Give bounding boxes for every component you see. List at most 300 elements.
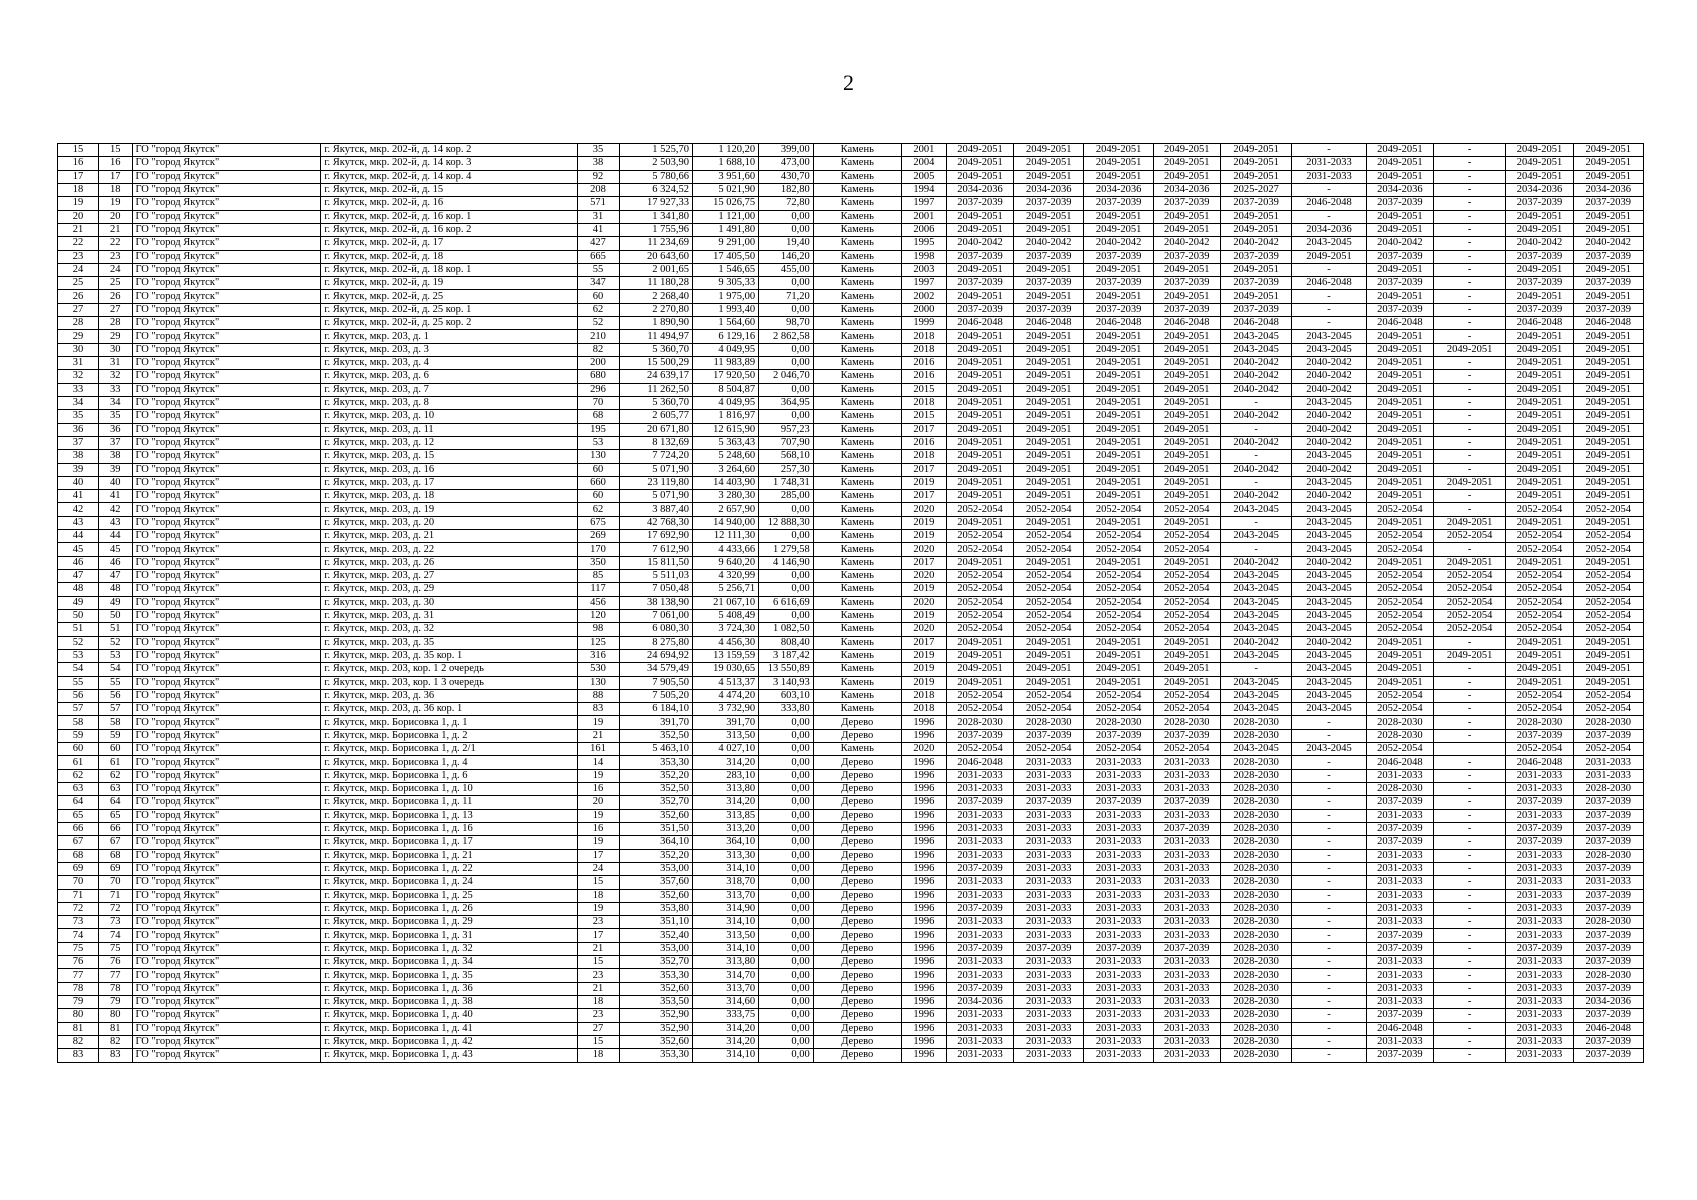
cell-period-8: -: [1433, 822, 1505, 835]
cell-address: г. Якутск, мкр. Борисовка 1, д. 4: [321, 756, 577, 769]
cell-period-6: 2040-2042: [1292, 490, 1367, 503]
cell-period-6: -: [1292, 183, 1367, 196]
cell-residents: 120: [577, 609, 619, 622]
cell-period-9: 2031-2033: [1506, 902, 1573, 915]
cell-period-1: 2052-2054: [946, 623, 1013, 636]
cell-wall-material: Камень: [813, 596, 901, 609]
cell-period-6: 2040-2042: [1292, 556, 1367, 569]
cell-wall-material: Дерево: [813, 902, 901, 915]
cell-row-number: 44: [58, 530, 99, 543]
cell-address: г. Якутск, мкр. 203, кор. 1 2 очередь: [321, 663, 577, 676]
cell-period-10: 2052-2054: [1573, 530, 1643, 543]
cell-row-number: 21: [58, 223, 99, 236]
table-row: [58, 1022, 1644, 1035]
cell-living-area: 4 027,10: [692, 743, 758, 756]
cell-row-number: 71: [58, 889, 99, 902]
cell-period-7: 2049-2051: [1366, 516, 1433, 529]
cell-wall-material: Камень: [813, 636, 901, 649]
cell-period-2: 2031-2033: [1014, 1035, 1084, 1048]
cell-period-10: 2028-2030: [1573, 969, 1643, 982]
cell-period-5: 2028-2030: [1220, 783, 1291, 796]
cell-period-2: 2031-2033: [1014, 929, 1084, 942]
cell-nonresidential-area: 0,00: [759, 929, 814, 942]
cell-period-5: 2046-2048: [1220, 317, 1291, 330]
cell-period-3: 2031-2033: [1084, 916, 1153, 929]
cell-period-2: 2049-2051: [1014, 396, 1084, 409]
cell-year-built: 2020: [901, 743, 946, 756]
cell-nonresidential-area: 0,00: [759, 743, 814, 756]
cell-period-9: 2031-2033: [1506, 996, 1573, 1009]
cell-period-8: -: [1433, 370, 1505, 383]
cell-residents: 296: [577, 383, 619, 396]
cell-period-8: [1433, 743, 1505, 756]
cell-year-built: 2000: [901, 303, 946, 316]
cell-living-area: 9 640,20: [692, 556, 758, 569]
cell-year-built: 1996: [901, 996, 946, 1009]
cell-period-1: 2049-2051: [946, 170, 1013, 183]
cell-total-area: 42 768,30: [619, 516, 692, 529]
cell-period-1: 2052-2054: [946, 583, 1013, 596]
cell-municipality: ГО "город Якутск": [132, 250, 321, 263]
cell-total-area: 2 270,80: [619, 303, 692, 316]
cell-residents: 571: [577, 197, 619, 210]
cell-period-8: -: [1433, 277, 1505, 290]
cell-record-number: 45: [98, 543, 132, 556]
cell-wall-material: Камень: [813, 317, 901, 330]
cell-period-3: 2049-2051: [1084, 370, 1153, 383]
cell-period-8: -: [1433, 862, 1505, 875]
cell-period-5: -: [1220, 663, 1291, 676]
cell-row-number: 45: [58, 543, 99, 556]
cell-residents: 20: [577, 796, 619, 809]
cell-period-7: 2037-2039: [1366, 277, 1433, 290]
cell-municipality: ГО "город Якутск": [132, 703, 321, 716]
cell-year-built: 2016: [901, 357, 946, 370]
cell-period-10: 2049-2051: [1573, 343, 1643, 356]
cell-period-8: -: [1433, 849, 1505, 862]
cell-period-3: 2031-2033: [1084, 876, 1153, 889]
cell-municipality: ГО "город Якутск": [132, 1049, 321, 1062]
cell-living-area: 313,70: [692, 982, 758, 995]
cell-period-8: -: [1433, 809, 1505, 822]
cell-period-10: 2049-2051: [1573, 423, 1643, 436]
cell-period-5: 2028-2030: [1220, 1035, 1291, 1048]
cell-residents: 23: [577, 969, 619, 982]
cell-living-area: 11 983,89: [692, 357, 758, 370]
table-row: [58, 916, 1644, 929]
cell-period-8: -: [1433, 423, 1505, 436]
cell-period-3: 2052-2054: [1084, 530, 1153, 543]
cell-period-3: 2049-2051: [1084, 396, 1153, 409]
cell-living-area: 333,75: [692, 1009, 758, 1022]
cell-period-8: -: [1433, 410, 1505, 423]
cell-year-built: 2004: [901, 157, 946, 170]
cell-year-built: 1996: [901, 1009, 946, 1022]
cell-residents: 60: [577, 463, 619, 476]
table-row: [58, 490, 1644, 503]
cell-period-2: 2052-2054: [1014, 530, 1084, 543]
cell-period-7: 2028-2030: [1366, 729, 1433, 742]
cell-period-3: 2028-2030: [1084, 716, 1153, 729]
cell-period-5: 2037-2039: [1220, 250, 1291, 263]
cell-address: г. Якутск, мкр. 202-й, д. 18 кор. 1: [321, 263, 577, 276]
cell-period-2: 2031-2033: [1014, 783, 1084, 796]
cell-period-7: 2031-2033: [1366, 849, 1433, 862]
cell-municipality: ГО "город Якутск": [132, 956, 321, 969]
cell-record-number: 23: [98, 250, 132, 263]
cell-period-9: 2031-2033: [1506, 783, 1573, 796]
cell-period-8: -: [1433, 396, 1505, 409]
cell-record-number: 68: [98, 849, 132, 862]
cell-period-7: 2046-2048: [1366, 756, 1433, 769]
cell-record-number: 44: [98, 530, 132, 543]
cell-period-7: 2049-2051: [1366, 343, 1433, 356]
cell-period-5: 2028-2030: [1220, 716, 1291, 729]
cell-period-4: 2031-2033: [1153, 836, 1220, 849]
cell-period-7: 2037-2039: [1366, 836, 1433, 849]
cell-period-8: -: [1433, 223, 1505, 236]
cell-period-2: 2049-2051: [1014, 343, 1084, 356]
cell-living-area: 9 305,33: [692, 277, 758, 290]
cell-address: г. Якутск, мкр. 202-й, д. 18: [321, 250, 577, 263]
cell-period-9: 2049-2051: [1506, 663, 1573, 676]
cell-period-5: 2028-2030: [1220, 1049, 1291, 1062]
cell-period-10: 2037-2039: [1573, 902, 1643, 915]
cell-period-9: 2049-2051: [1506, 423, 1573, 436]
cell-period-10: 2052-2054: [1573, 543, 1643, 556]
cell-address: г. Якутск, мкр. 203, д. 20: [321, 516, 577, 529]
cell-period-5: 2028-2030: [1220, 729, 1291, 742]
cell-municipality: ГО "город Якутск": [132, 357, 321, 370]
cell-row-number: 65: [58, 809, 99, 822]
cell-nonresidential-area: 808,40: [759, 636, 814, 649]
cell-residents: 18: [577, 1049, 619, 1062]
cell-period-8: -: [1433, 144, 1505, 157]
cell-total-area: 353,00: [619, 942, 692, 955]
cell-period-8: -: [1433, 450, 1505, 463]
cell-period-1: 2031-2033: [946, 849, 1013, 862]
cell-period-2: 2031-2033: [1014, 876, 1084, 889]
cell-municipality: ГО "город Якутск": [132, 263, 321, 276]
cell-wall-material: Дерево: [813, 916, 901, 929]
cell-address: г. Якутск, мкр. Борисовка 1, д. 41: [321, 1022, 577, 1035]
cell-period-3: 2034-2036: [1084, 183, 1153, 196]
cell-period-9: 2037-2039: [1506, 197, 1573, 210]
cell-period-10: 2052-2054: [1573, 583, 1643, 596]
cell-living-area: 3 264,60: [692, 463, 758, 476]
cell-residents: 456: [577, 596, 619, 609]
cell-period-3: 2049-2051: [1084, 223, 1153, 236]
cell-period-4: 2031-2033: [1153, 902, 1220, 915]
cell-year-built: 2019: [901, 476, 946, 489]
cell-period-2: 2052-2054: [1014, 570, 1084, 583]
cell-living-area: 13 159,59: [692, 649, 758, 662]
cell-period-6: -: [1292, 929, 1367, 942]
cell-period-3: 2049-2051: [1084, 210, 1153, 223]
cell-period-10: 2028-2030: [1573, 849, 1643, 862]
cell-period-1: 2031-2033: [946, 1049, 1013, 1062]
cell-period-5: 2037-2039: [1220, 303, 1291, 316]
cell-municipality: ГО "город Якутск": [132, 996, 321, 1009]
cell-period-2: 2031-2033: [1014, 822, 1084, 835]
cell-period-3: 2031-2033: [1084, 889, 1153, 902]
cell-row-number: 78: [58, 982, 99, 995]
cell-period-4: 2052-2054: [1153, 703, 1220, 716]
cell-period-7: 2049-2051: [1366, 330, 1433, 343]
cell-period-4: 2052-2054: [1153, 543, 1220, 556]
cell-period-9: 2037-2039: [1506, 729, 1573, 742]
cell-year-built: 2018: [901, 396, 946, 409]
cell-period-1: 2031-2033: [946, 783, 1013, 796]
cell-period-6: 2043-2045: [1292, 743, 1367, 756]
cell-municipality: ГО "город Якутск": [132, 290, 321, 303]
cell-period-9: 2049-2051: [1506, 290, 1573, 303]
cell-total-area: 352,60: [619, 809, 692, 822]
cell-municipality: ГО "город Якутск": [132, 463, 321, 476]
cell-period-3: 2031-2033: [1084, 836, 1153, 849]
cell-residents: 27: [577, 1022, 619, 1035]
cell-total-area: 352,50: [619, 729, 692, 742]
cell-period-1: 2031-2033: [946, 889, 1013, 902]
cell-period-1: 2031-2033: [946, 1022, 1013, 1035]
cell-period-9: 2031-2033: [1506, 769, 1573, 782]
cell-period-8: -: [1433, 210, 1505, 223]
cell-nonresidential-area: 0,00: [759, 889, 814, 902]
cell-period-10: 2049-2051: [1573, 210, 1643, 223]
cell-residents: 62: [577, 503, 619, 516]
cell-period-6: 2031-2033: [1292, 170, 1367, 183]
cell-period-7: 2049-2051: [1366, 490, 1433, 503]
table-row: [58, 583, 1644, 596]
cell-period-10: 2037-2039: [1573, 836, 1643, 849]
cell-period-9: 2037-2039: [1506, 942, 1573, 955]
cell-row-number: 50: [58, 609, 99, 622]
cell-period-9: 2046-2048: [1506, 317, 1573, 330]
cell-period-4: 2049-2051: [1153, 383, 1220, 396]
cell-period-7: 2037-2039: [1366, 796, 1433, 809]
cell-residents: 83: [577, 703, 619, 716]
cell-period-1: 2049-2051: [946, 556, 1013, 569]
cell-period-4: 2049-2051: [1153, 396, 1220, 409]
cell-total-area: 7 612,90: [619, 543, 692, 556]
table-row: [58, 902, 1644, 915]
cell-period-5: 2049-2051: [1220, 170, 1291, 183]
cell-period-9: 2049-2051: [1506, 649, 1573, 662]
cell-year-built: 2017: [901, 463, 946, 476]
cell-period-1: 2037-2039: [946, 982, 1013, 995]
cell-year-built: 2015: [901, 410, 946, 423]
cell-period-10: 2049-2051: [1573, 170, 1643, 183]
cell-year-built: 2006: [901, 223, 946, 236]
cell-living-area: 314,10: [692, 916, 758, 929]
cell-period-4: 2031-2033: [1153, 1022, 1220, 1035]
cell-residents: 98: [577, 623, 619, 636]
cell-wall-material: Камень: [813, 476, 901, 489]
cell-living-area: 313,85: [692, 809, 758, 822]
cell-municipality: ГО "город Якутск": [132, 729, 321, 742]
cell-address: г. Якутск, мкр. 203, д. 36: [321, 689, 577, 702]
cell-period-2: 2031-2033: [1014, 956, 1084, 969]
cell-period-2: 2031-2033: [1014, 1022, 1084, 1035]
cell-living-area: 5 021,90: [692, 183, 758, 196]
cell-period-10: 2049-2051: [1573, 357, 1643, 370]
cell-address: г. Якутск, мкр. 202-й, д. 25 кор. 2: [321, 317, 577, 330]
cell-wall-material: Дерево: [813, 969, 901, 982]
cell-address: г. Якутск, мкр. 202-й, д. 16: [321, 197, 577, 210]
cell-period-3: 2031-2033: [1084, 1035, 1153, 1048]
cell-period-1: 2037-2039: [946, 277, 1013, 290]
cell-address: г. Якутск, мкр. 202-й, д. 15: [321, 183, 577, 196]
cell-period-3: 2049-2051: [1084, 170, 1153, 183]
cell-municipality: ГО "город Якутск": [132, 849, 321, 862]
cell-wall-material: Камень: [813, 649, 901, 662]
cell-period-10: 2028-2030: [1573, 916, 1643, 929]
cell-row-number: 33: [58, 383, 99, 396]
cell-period-4: 2049-2051: [1153, 450, 1220, 463]
cell-nonresidential-area: 0,00: [759, 836, 814, 849]
cell-residents: 52: [577, 317, 619, 330]
cell-row-number: 48: [58, 583, 99, 596]
cell-period-3: 2049-2051: [1084, 476, 1153, 489]
cell-period-4: 2049-2051: [1153, 476, 1220, 489]
cell-period-7: 2049-2051: [1366, 450, 1433, 463]
cell-period-1: 2049-2051: [946, 663, 1013, 676]
cell-living-area: 5 248,60: [692, 450, 758, 463]
cell-living-area: 313,20: [692, 822, 758, 835]
cell-period-9: 2031-2033: [1506, 876, 1573, 889]
cell-record-number: 81: [98, 1022, 132, 1035]
cell-period-3: 2052-2054: [1084, 703, 1153, 716]
cell-residents: 170: [577, 543, 619, 556]
cell-year-built: 1996: [901, 822, 946, 835]
cell-nonresidential-area: 257,30: [759, 463, 814, 476]
cell-period-1: 2049-2051: [946, 330, 1013, 343]
cell-total-area: 15 500,29: [619, 357, 692, 370]
cell-period-8: 2049-2051: [1433, 476, 1505, 489]
cell-nonresidential-area: 0,00: [759, 303, 814, 316]
cell-residents: 125: [577, 636, 619, 649]
cell-period-7: 2037-2039: [1366, 1049, 1433, 1062]
cell-record-number: 25: [98, 277, 132, 290]
cell-period-1: 2049-2051: [946, 396, 1013, 409]
cell-period-3: 2049-2051: [1084, 663, 1153, 676]
cell-nonresidential-area: 146,20: [759, 250, 814, 263]
cell-row-number: 62: [58, 769, 99, 782]
cell-period-9: 2049-2051: [1506, 396, 1573, 409]
cell-period-2: 2049-2051: [1014, 463, 1084, 476]
cell-period-4: 2031-2033: [1153, 982, 1220, 995]
cell-total-area: 38 138,90: [619, 596, 692, 609]
cell-period-8: -: [1433, 729, 1505, 742]
cell-period-7: 2052-2054: [1366, 543, 1433, 556]
cell-row-number: 19: [58, 197, 99, 210]
cell-living-area: 1 688,10: [692, 157, 758, 170]
cell-period-3: 2052-2054: [1084, 623, 1153, 636]
cell-period-3: 2049-2051: [1084, 556, 1153, 569]
cell-period-4: 2031-2033: [1153, 862, 1220, 875]
cell-year-built: 2016: [901, 436, 946, 449]
cell-period-2: 2031-2033: [1014, 756, 1084, 769]
cell-residents: 660: [577, 476, 619, 489]
cell-period-10: 2049-2051: [1573, 263, 1643, 276]
cell-record-number: 73: [98, 916, 132, 929]
cell-period-2: 2052-2054: [1014, 503, 1084, 516]
cell-period-1: 2052-2054: [946, 703, 1013, 716]
cell-period-5: 2043-2045: [1220, 689, 1291, 702]
cell-period-10: 2037-2039: [1573, 277, 1643, 290]
cell-nonresidential-area: 285,00: [759, 490, 814, 503]
cell-period-8: -: [1433, 889, 1505, 902]
cell-address: г. Якутск, мкр. 203, д. 35 кор. 1: [321, 649, 577, 662]
cell-year-built: 2020: [901, 503, 946, 516]
cell-period-4: 2052-2054: [1153, 609, 1220, 622]
cell-residents: 16: [577, 822, 619, 835]
cell-period-6: 2043-2045: [1292, 503, 1367, 516]
cell-period-8: -: [1433, 636, 1505, 649]
cell-period-5: 2043-2045: [1220, 583, 1291, 596]
cell-record-number: 72: [98, 902, 132, 915]
cell-residents: 530: [577, 663, 619, 676]
cell-address: г. Якутск, мкр. Борисовка 1, д. 32: [321, 942, 577, 955]
cell-residents: 675: [577, 516, 619, 529]
cell-period-4: 2049-2051: [1153, 410, 1220, 423]
cell-total-area: 8 275,80: [619, 636, 692, 649]
table-row: [58, 530, 1644, 543]
cell-period-2: 2052-2054: [1014, 543, 1084, 556]
cell-living-area: 4 456,30: [692, 636, 758, 649]
cell-period-8: -: [1433, 263, 1505, 276]
cell-living-area: 3 280,30: [692, 490, 758, 503]
cell-nonresidential-area: 0,00: [759, 849, 814, 862]
cell-period-10: 2037-2039: [1573, 822, 1643, 835]
cell-municipality: ГО "город Якутск": [132, 902, 321, 915]
cell-period-9: 2031-2033: [1506, 862, 1573, 875]
cell-period-10: 2049-2051: [1573, 383, 1643, 396]
cell-period-5: 2028-2030: [1220, 876, 1291, 889]
cell-period-6: -: [1292, 902, 1367, 915]
cell-residents: 200: [577, 357, 619, 370]
cell-address: г. Якутск, мкр. 202-й, д. 19: [321, 277, 577, 290]
cell-living-area: 1 975,00: [692, 290, 758, 303]
cell-wall-material: Дерево: [813, 889, 901, 902]
cell-period-4: 2031-2033: [1153, 1009, 1220, 1022]
cell-record-number: 26: [98, 290, 132, 303]
cell-row-number: 15: [58, 144, 99, 157]
table-row: [58, 543, 1644, 556]
cell-address: г. Якутск, мкр. 203, кор. 1 3 очередь: [321, 676, 577, 689]
cell-wall-material: Дерево: [813, 982, 901, 995]
cell-period-8: 2052-2054: [1433, 530, 1505, 543]
cell-nonresidential-area: 0,00: [759, 583, 814, 596]
cell-period-6: -: [1292, 1049, 1367, 1062]
cell-living-area: 15 026,75: [692, 197, 758, 210]
cell-period-1: 2031-2033: [946, 876, 1013, 889]
cell-period-5: -: [1220, 396, 1291, 409]
cell-living-area: 17 405,50: [692, 250, 758, 263]
cell-period-3: 2031-2033: [1084, 783, 1153, 796]
cell-period-8: -: [1433, 170, 1505, 183]
table-row: [58, 183, 1644, 196]
cell-period-4: 2031-2033: [1153, 1035, 1220, 1048]
cell-municipality: ГО "город Якутск": [132, 223, 321, 236]
cell-residents: 14: [577, 756, 619, 769]
cell-period-2: 2040-2042: [1014, 237, 1084, 250]
cell-wall-material: Камень: [813, 170, 901, 183]
cell-wall-material: Дерево: [813, 942, 901, 955]
cell-living-area: 5 256,71: [692, 583, 758, 596]
cell-nonresidential-area: 0,00: [759, 1009, 814, 1022]
table-row: [58, 676, 1644, 689]
